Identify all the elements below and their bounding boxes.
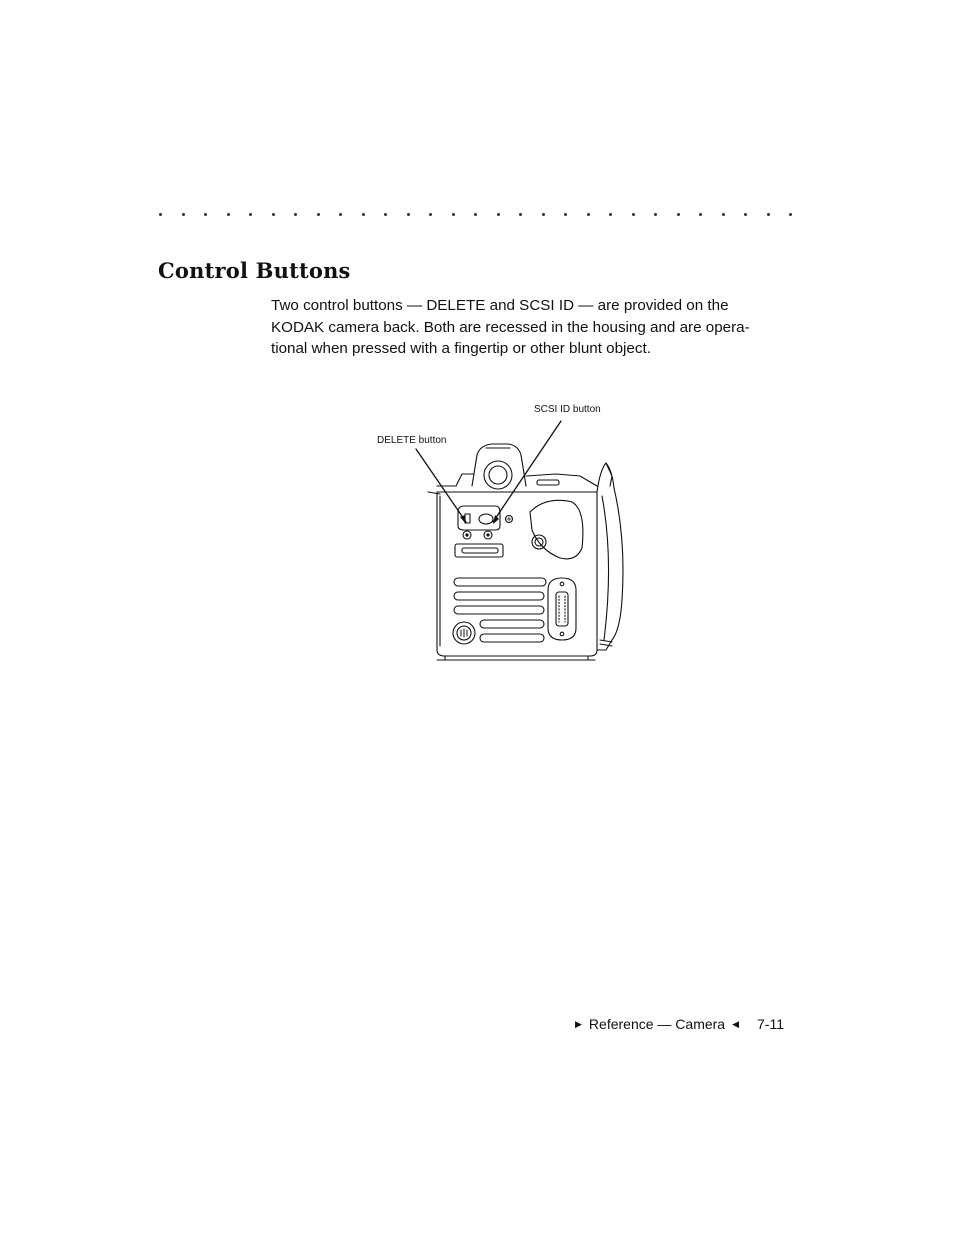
separator-dot [474, 213, 477, 216]
separator-dot [429, 213, 432, 216]
separator-dot [452, 213, 455, 216]
camera-back-illustration [360, 395, 640, 675]
side-grip [597, 463, 623, 650]
scsi-screw-bottom [560, 632, 564, 636]
body-line: Two control buttons — DELETE and SCSI ID — are provided on the [271, 297, 729, 314]
separator-dot [339, 213, 342, 216]
separator-dot [587, 213, 590, 216]
separator-dot [654, 213, 657, 216]
separator-dot [632, 213, 635, 216]
separator-dot [384, 213, 387, 216]
separator-dot [294, 213, 297, 216]
scsi-pins [559, 596, 565, 622]
scsi-screw-top [560, 582, 564, 586]
separator-dot [767, 213, 770, 216]
separator-dot [204, 213, 207, 216]
separator-dot [362, 213, 365, 216]
triangle-right-icon: ▶ [575, 1018, 582, 1029]
top-plate [437, 474, 597, 486]
din-pins [461, 629, 467, 637]
scsi-id-button-center [486, 533, 489, 536]
camera-back-drawing [360, 395, 640, 675]
separator-dot [519, 213, 522, 216]
scsi-id-leader-line [493, 421, 561, 522]
footer-section-label: Reference — Camera [588, 1016, 726, 1032]
eyepiece-outer [484, 461, 512, 489]
vent-slot [480, 620, 544, 628]
separator-dot [744, 213, 747, 216]
vent-slot [480, 634, 544, 642]
separator-dot [272, 213, 275, 216]
separator-dot [227, 213, 230, 216]
scsi-port-icon [556, 592, 568, 626]
page-number: 7-11 [757, 1016, 784, 1032]
page-footer [575, 1016, 784, 1032]
top-control [537, 480, 559, 485]
separator-dot [497, 213, 500, 216]
indicator-light-cross [507, 517, 511, 521]
vent-slot [454, 592, 544, 600]
delete-callout-label: DELETE button [377, 435, 447, 446]
delete-button-center [465, 533, 468, 536]
separator-dot [699, 213, 702, 216]
section-body [271, 295, 791, 360]
thumb-grip [530, 500, 583, 559]
separator-dot [159, 213, 162, 216]
separator-dot [317, 213, 320, 216]
body-line: KODAK camera back. Both are recessed in the housing and are opera- [271, 318, 750, 336]
separator-dot [789, 213, 792, 216]
section-title: Control Buttons [158, 258, 351, 283]
scsi-connector-housing [548, 578, 576, 640]
dotted-separator [155, 205, 795, 219]
body-line: tional when pressed with a fingertip or other blunt object. [271, 340, 651, 357]
vent-slot [454, 578, 546, 586]
viewfinder-hump [472, 444, 526, 486]
triangle-left-icon: ◀ [732, 1018, 740, 1029]
scsi-id-callout-label: SCSI ID button [534, 404, 601, 415]
label-slot [462, 548, 498, 553]
separator-dot [677, 213, 680, 216]
separator-dot [564, 213, 567, 216]
separator-dot [722, 213, 725, 216]
eyepiece-inner [489, 466, 507, 484]
separator-dot [182, 213, 185, 216]
separator-dot [407, 213, 410, 216]
grip-top [606, 463, 612, 486]
vent-slot [454, 606, 544, 614]
status-lens [479, 514, 493, 524]
base-plate [437, 656, 595, 660]
separator-dot [542, 213, 545, 216]
grip-contour [602, 496, 609, 640]
separator-dot [609, 213, 612, 216]
separator-dot [249, 213, 252, 216]
